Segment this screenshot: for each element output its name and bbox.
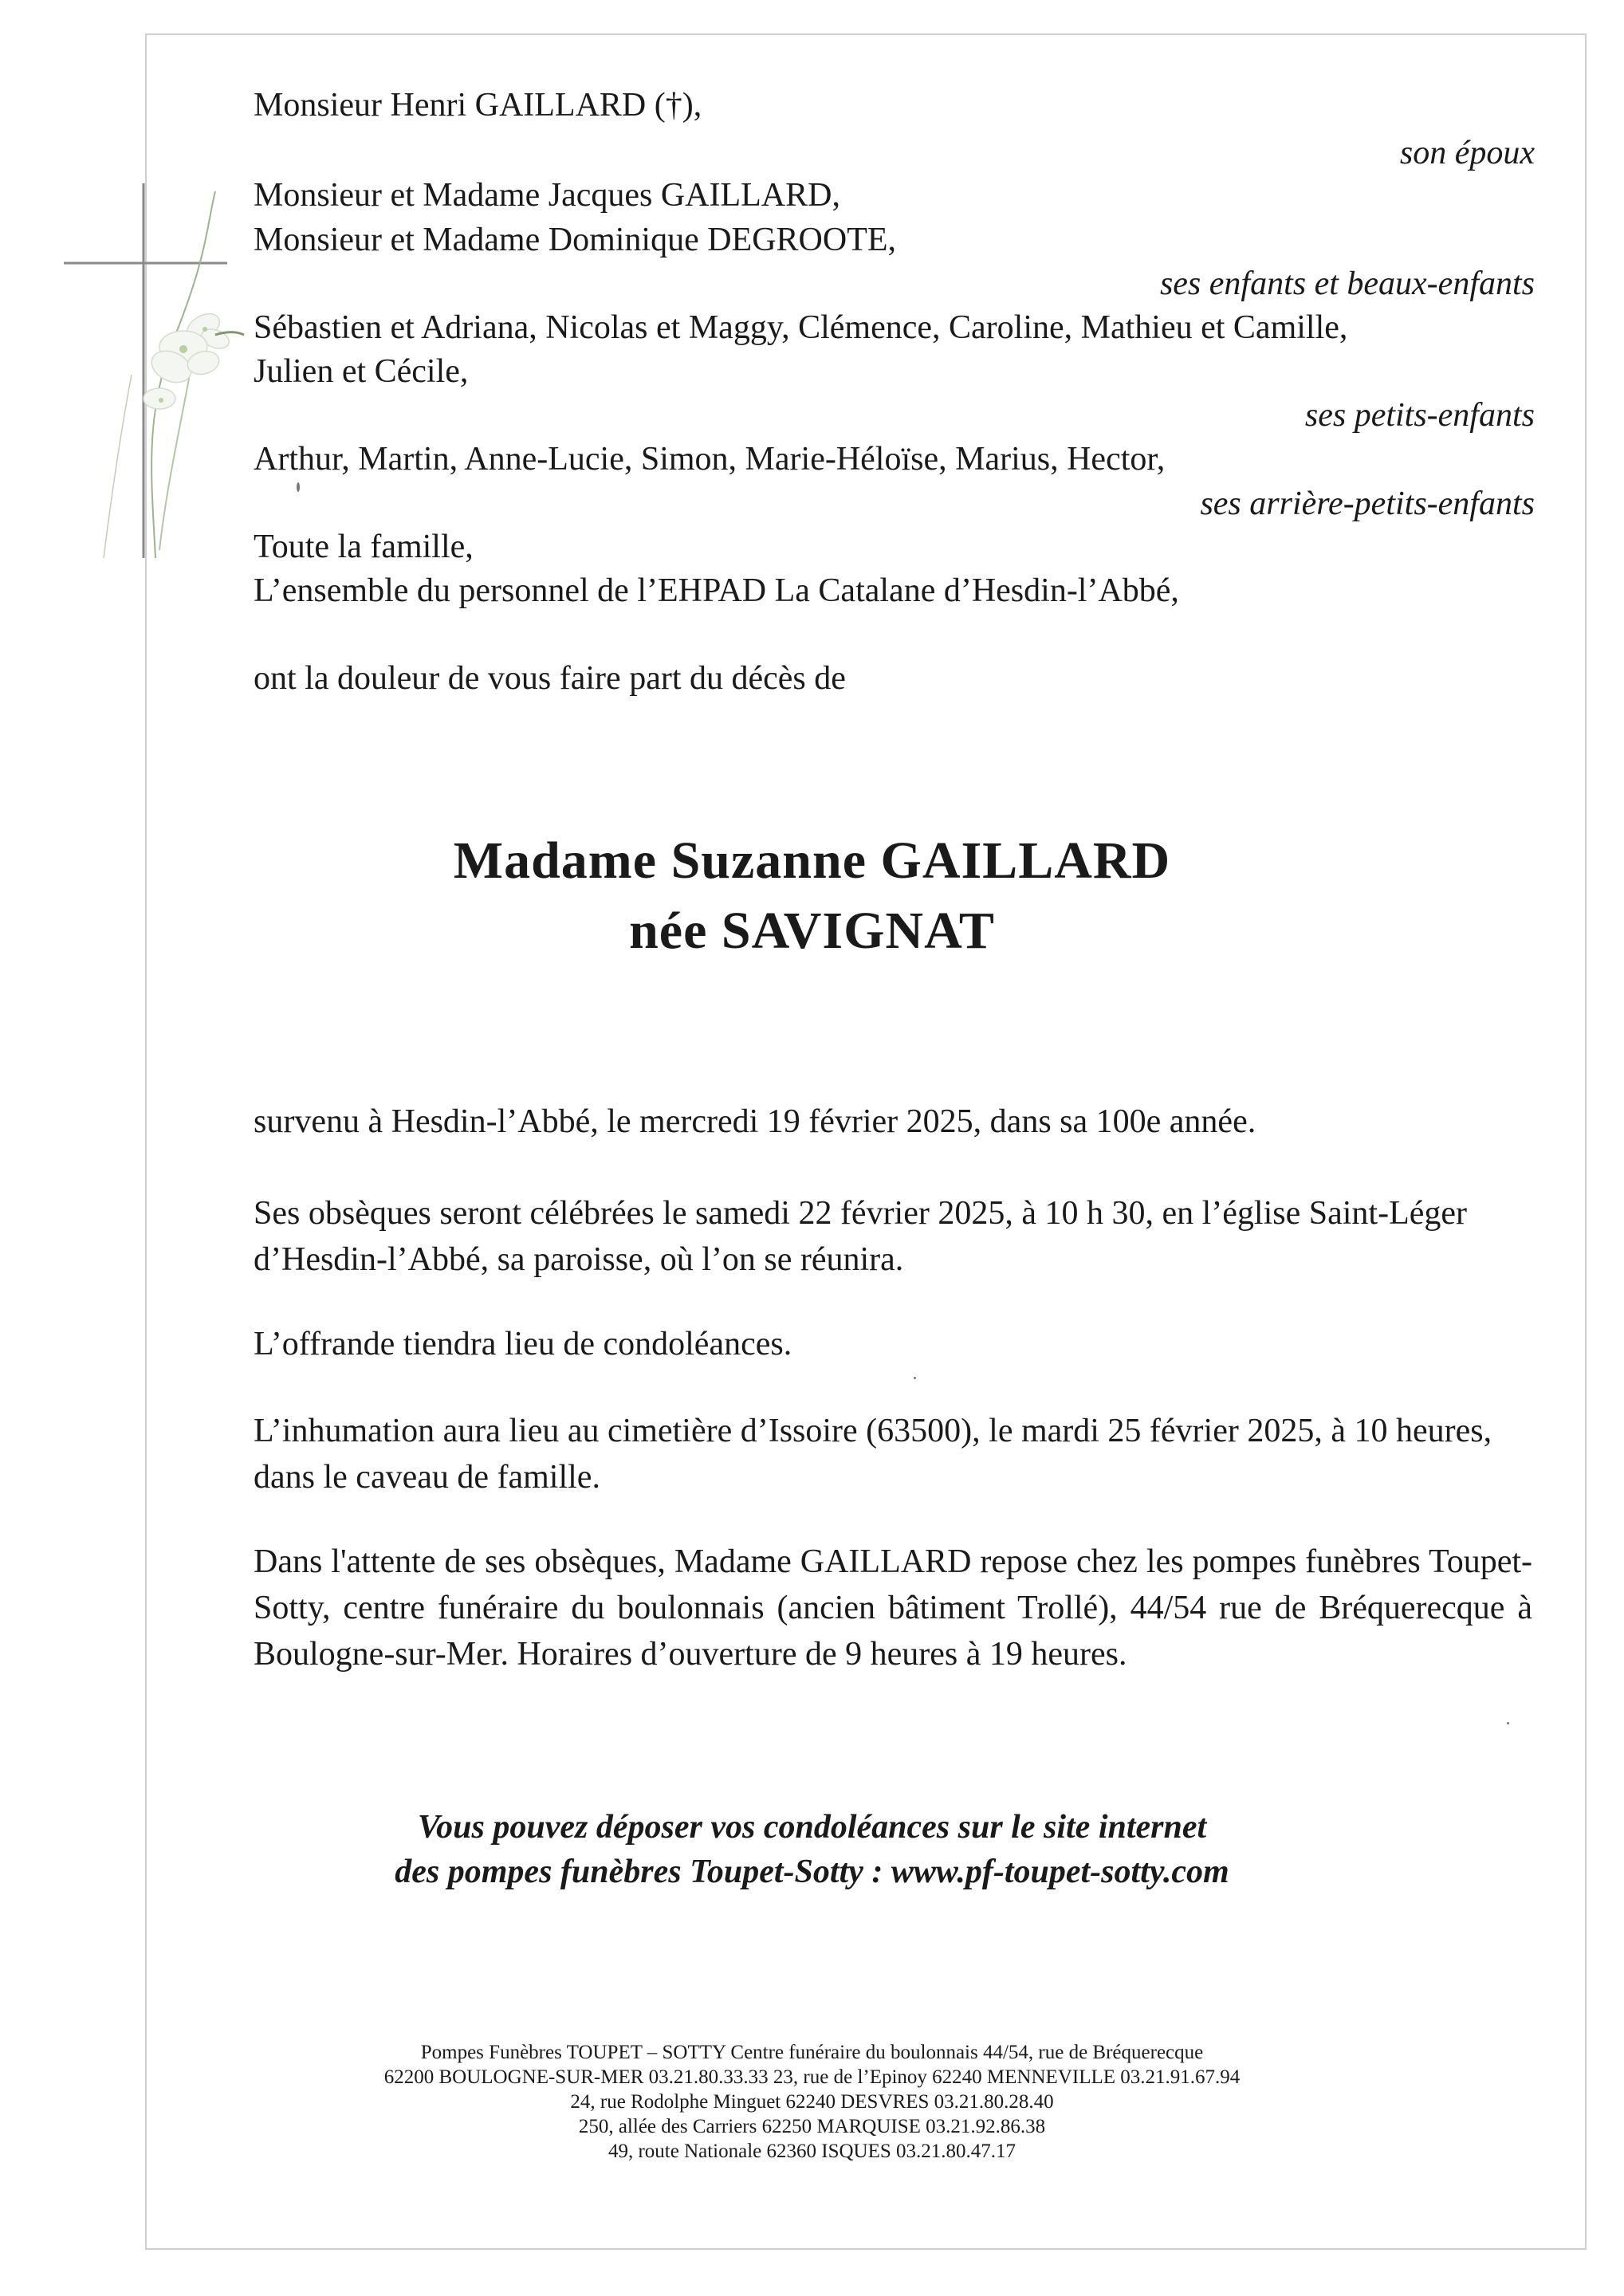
death-details: survenu à Hesdin-l’Abbé, le mercredi 19 février 2025, dans sa 100e année.	[254, 1103, 1256, 1140]
footer-line-5: 49, route Nationale 62360 ISQUES 03.21.80.47.17	[608, 2141, 1016, 2162]
child-line-2: Monsieur et Madame Dominique DEGROOTE,	[254, 222, 897, 258]
deceased-maiden-name: née SAVIGNAT	[629, 902, 995, 960]
whole-family-line: Toute la famille,	[254, 529, 474, 565]
scan-speck	[1507, 1722, 1509, 1724]
footer-line-1: Pompes Funèbres TOUPET – SOTTY Centre funéraire du boulonnais 44/54, rue de Bréquerecque	[420, 2042, 1204, 2063]
great-grandchildren-line: Arthur, Martin, Anne-Lucie, Simon, Marie-Héloïse, Marius, Hector,	[254, 441, 1166, 478]
condolences-line-2: des pompes funèbres Toupet-Sotty : www.pf-toupet-sotty.com	[395, 1854, 1229, 1890]
burial-details: L’inhumation aura lieu au cimetière d’Issoire (63500), le mardi 25 février 2025, à 10 heures, dans le caveau de famille.	[254, 1413, 1492, 1496]
child-line-1: Monsieur et Madame Jacques GAILLARD,	[254, 177, 840, 214]
children-role: ses enfants et beaux-enfants	[1159, 265, 1535, 302]
condolences-line-1: Vous pouvez déposer vos condoléances sur le site internet	[417, 1809, 1207, 1846]
cross-orchid-decoration	[56, 175, 263, 574]
orchid-flower-icon	[144, 309, 232, 409]
grandchildren-line-2: Julien et Cécile,	[254, 353, 469, 390]
footer-line-3: 24, rue Rodolphe Minguet 62240 DESVRES 03.21.80.28.40	[570, 2091, 1054, 2113]
husband-name: Monsieur Henri GAILLARD (†),	[254, 87, 702, 124]
resting-details: Dans l'attente de ses obsèques, Madame GAILLARD repose chez les pompes funèbres Toupet-Sotty, centre funéraire du boulonnais (ancien bâtiment Trollé), 44/54 rue de Bréquerecque à Boulogne-sur-Mer. Horaires d’ouverture de 9 heures à 19 heures.	[254, 1543, 1532, 1673]
funeral-details: Ses obsèques seront célébrées le samedi 22 février 2025, à 10 h 30, en l’église Saint-Léger d’Hesdin-l’Abbé, sa paroisse, où l’on se réunira.	[254, 1195, 1468, 1278]
grandchildren-role: ses petits-enfants	[1304, 397, 1535, 434]
scan-speck	[914, 1377, 916, 1379]
scan-speck	[297, 482, 300, 492]
husband-role: son époux	[1399, 135, 1535, 171]
announcement-line: ont la douleur de vous faire part du décès de	[254, 660, 846, 697]
orchid-leaf	[215, 332, 244, 335]
staff-line: L’ensemble du personnel de l’EHPAD La Catalane d’Hesdin-l’Abbé,	[254, 572, 1179, 609]
orchid-stem-3	[104, 375, 132, 558]
grandchildren-line-1: Sébastien et Adriana, Nicolas et Maggy, Clémence, Caroline, Mathieu et Camille,	[254, 309, 1348, 346]
great-grandchildren-role: ses arrière-petits-enfants	[1200, 486, 1535, 522]
footer-line-2: 62200 BOULOGNE-SUR-MER 03.21.80.33.33 23, rue de l’Epinoy 62240 MENNEVILLE 03.21.91.67.94	[383, 2066, 1241, 2088]
offering-details: L’offrande tiendra lieu de condoléances.	[254, 1326, 792, 1362]
footer-line-4: 250, allée des Carriers 62250 MARQUISE 03.21.92.86.38	[578, 2116, 1046, 2137]
deceased-name: Madame Suzanne GAILLARD	[453, 832, 1171, 890]
